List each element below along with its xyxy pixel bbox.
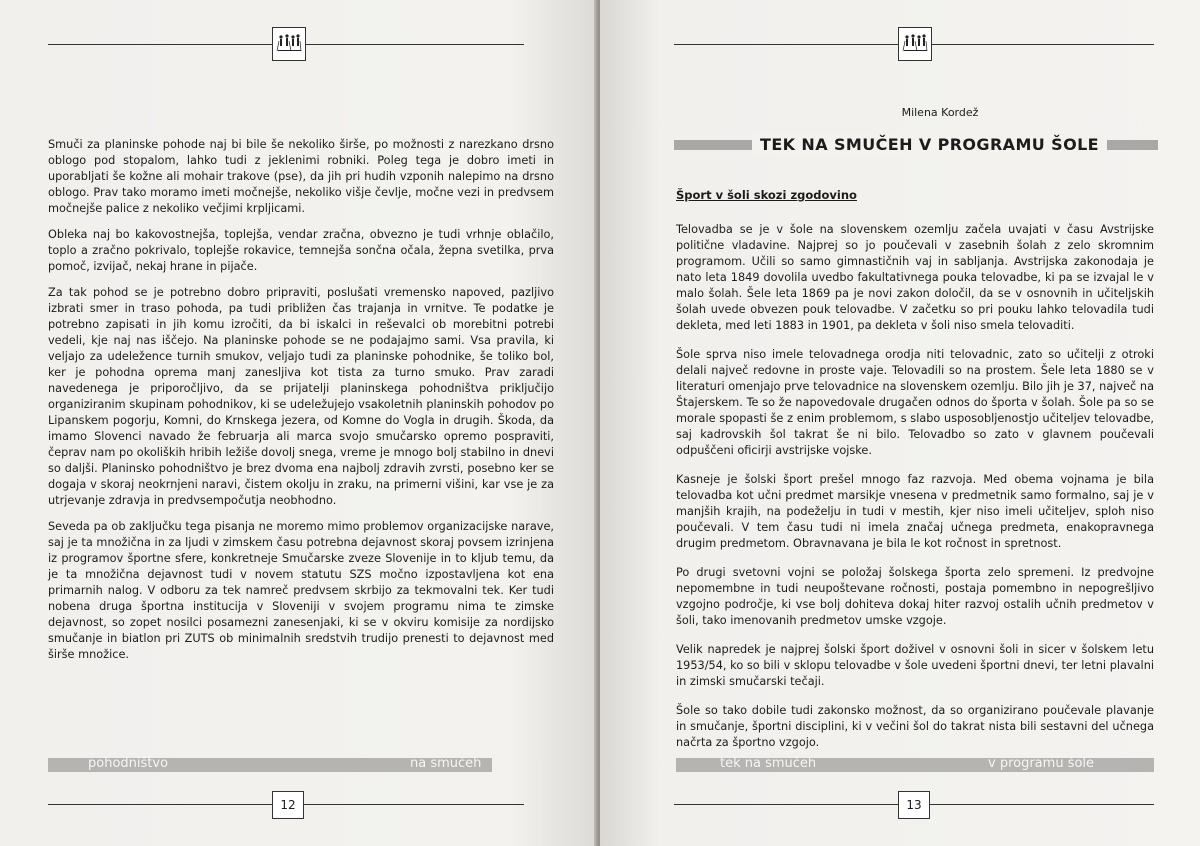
skiers-logo-icon <box>898 27 932 61</box>
footer-right-label: na smučeh <box>410 756 482 771</box>
paragraph: Telovadba se je v šole na slovenskem ozemlju začela uvajati v času Avstrijske politične vladavine. Najprej so jo poučevali v zasebnih šolah z zelo skromnim programom. Učili so samo gimnastičnih vaj in sabljanja. Avstrijska zakonodaja je nato leta 1849 dovolila uvedbo fakultativnega pouka telovadbe, ki pa se izvajal le v malo šolah. Šele leta 1869 pa je novi zakon določil, da se v osnovnih in učiteljskih šolah uvede obvezen pouk telovadbe. V začetku so pri pouku lahko telovadila tudi dekleta, med leti 1883 in 1901, pa dekleta v šoli niso smela telovaditi. <box>676 223 1154 332</box>
skiers-logo-icon <box>272 27 306 61</box>
page-number: 13 <box>898 791 930 819</box>
author-name: Milena Kordež <box>901 106 979 119</box>
header-rule-right <box>306 44 524 45</box>
footer-rule-left <box>674 804 898 805</box>
left-page <box>0 0 598 846</box>
footer-left-label: tek na smučeh <box>720 756 817 771</box>
paragraph: Velik napredek je najprej šolski šport doživel v osnovni šoli in sicer v šolskem letu 1953/54, ko so bili v sklopu telovadbe v šole uvedeni športni dnevi, ter letni plavalni in zimski smučarski tečaji. <box>676 643 1154 688</box>
paragraph: Obleka naj bo kakovostnejša, toplejša, vendar zračna, obvezno je tudi vrhnje oblačilo, toplo a zračno pokrivalo, toplejše rokavice, temnejša sončna očala, žepna svetilka, prva pomoč, izvijač, nekaj hrane in pijače. <box>48 228 554 273</box>
page-number: 12 <box>272 791 304 819</box>
paragraph: Smuči za planinske pohode naj bi bile še nekoliko širše, po možnosti z narezkano drsno oblogo pod stopalom, lahko tudi z jeklenimi robniki. Poleg tega je dobro imeti in uporabljati še kožne ali mohair trakove (pse), da jih pri hudih vzponih nalepimo na drsno oblogo. Prav tako moramo imeti močnejše, nekoliko višje čevlje, močne vezi in predvsem močnejše palice z nekoliko večjimi krpljicami. <box>48 138 554 215</box>
paragraph: Kasneje je šolski šport prešel mnogo faz razvoja. Med obema vojnama je bila telovadba kot učni predmet marsikje vnesena v predmetnik samo formalno, saj je v manjših krajih, na podeželju in tudi v mestih, kjer niso imeli učiteljev, sploh niso poučevali. V tem času tudi ni imela značaj učnega predmeta, enakopravnega drugim predmetom. Obravnavana je bila le kot ročnost in spretnost. <box>676 473 1154 550</box>
footer-right-label: v programu šole <box>988 756 1095 771</box>
header-rule-left <box>48 44 272 45</box>
paragraph: Šole sprva niso imele telovadnega orodja niti telovadnic, zato so učitelji z otroki delali največ redovne in proste vaje. Telovadili so na prostem. Šele leta 1880 se v literaturi omenjajo prve telovadnice na slovenskem ozemlju. Bilo jih je 37, največ na Štajerskem. Te so že napovedovale drugačen odnos do športa v šolah. Šole pa so se morale spopasti še z enim problemom, s slabo usposobljenostjo učiteljev telovadbe, saj kadrovskih šol takrat še ni bilo. Telovadbo so zato v glavnem poučevali odpuščeni oficirji avstrijske vojske. <box>676 348 1154 457</box>
header-rule-left <box>674 44 898 45</box>
section-subtitle: Šport v šoli skozi zgodovino <box>676 188 857 202</box>
paragraph: Po drugi svetovni vojni se položaj šolskega športa zelo spremeni. Iz predvojne nepomembne in tudi neupoštevane ročnosti, postaja pomembno in nepogrešljivo vzgojno področje, ki vse bolj dohiteva dokaj hiter razvoj ostalih učnih predmetov v šoli, tako imenovanih predmetov umske vzgoje. <box>676 566 1154 627</box>
right-body <box>676 222 1154 761</box>
footer-rule-left <box>48 804 272 805</box>
header-rule-right <box>932 44 1154 45</box>
footer-rule-right <box>930 804 1154 805</box>
paragraph: Za tak pohod se je potrebno dobro pripraviti, poslušati vremensko napoved, pazljivo izbrati smer in traso pohoda, pa tudi približen čas trajanja in vrnitve. Te podatke je potrebno zapisati in jih komu izročiti, da bi iskalci in reševalci ob morebitni potrebi vedeli, kje naj nas iščejo. Na planinske pohode se ne podajajmo sami. Vsa pravila, ki veljajo za udeležence turnih smukov, veljajo tudi za planinske pohodnike, še toliko bol, ker je pohodna oprema manj zanesljiva kot tista za turno smuko. Prav zaradi navedenega je priporočljivo, da se prijatelji planinskega pohodništva priključijo organiziranim skupinam pohodnikov, ki se udeležujejo vsakoletnih planinskih pohodov po Lipanskem pogorju, Komni, do Krnskega jezera, od Komne do Vogla in drugih. Škoda, da imamo Slovenci navado že februarja ali marca svojo smučarsko opremo pospraviti, čeprav nam po okoliških hribih ležiše dovolj snega, vreme je mnogo bolj stabilno in dnevi so daljši. Planinsko pohodništvo je brez dvoma ena najbolj zdravih zvrsti, posebno ker se dogaja v skoraj neokrnjeni naravi, čistem okolju in zraku, na primerni višini, kar vse je za utrjevanje zdravja in predvsempočutja neobhodno. <box>48 286 554 507</box>
paragraph: Seveda pa ob zaključku tega pisanja ne moremo mimo problemov organizacijske narave, saj je ta množična in za ljudi v zimskem času potrebna dejavnost skoraj povsem izrinjena iz programov športne sfere, konkretneje Smučarske zveze Slovenije in to kljub temu, da je ta množična dejavnost tudi v novem statutu SZS močno izpostavljena kot ena primarnih nalog. V odboru za tek namreč predvsem skrbijo za tekmovalni tek. Ker tudi nobena druga športna institucija v Sloveniji v svojem programu nima te zimske dejavnost, so zopet nosilci posamezni zanesenjaki, ki se v okviru komisije za nordijsko smučanje in biatlon pri ZUTS ob minimalnih sredstvih trudijo prenesti to dejavnost med širše množice. <box>48 520 554 661</box>
footer-band <box>676 758 1154 772</box>
footer-rule-right <box>304 804 524 805</box>
paragraph: Šole so tako dobile tudi zakonsko možnost, da so organizirano poučevale plavanje in smučanje, športni disciplini, ki v večini šol do takrat nista bili sestavni del učnega načrta za športno vzgojo. <box>676 704 1154 749</box>
article-title: TEK NA SMUČEH V PROGRAMU ŠOLE <box>752 133 1107 156</box>
left-body <box>48 137 554 673</box>
footer-left-label: pohodništvo <box>88 756 169 771</box>
footer-band <box>48 758 492 772</box>
